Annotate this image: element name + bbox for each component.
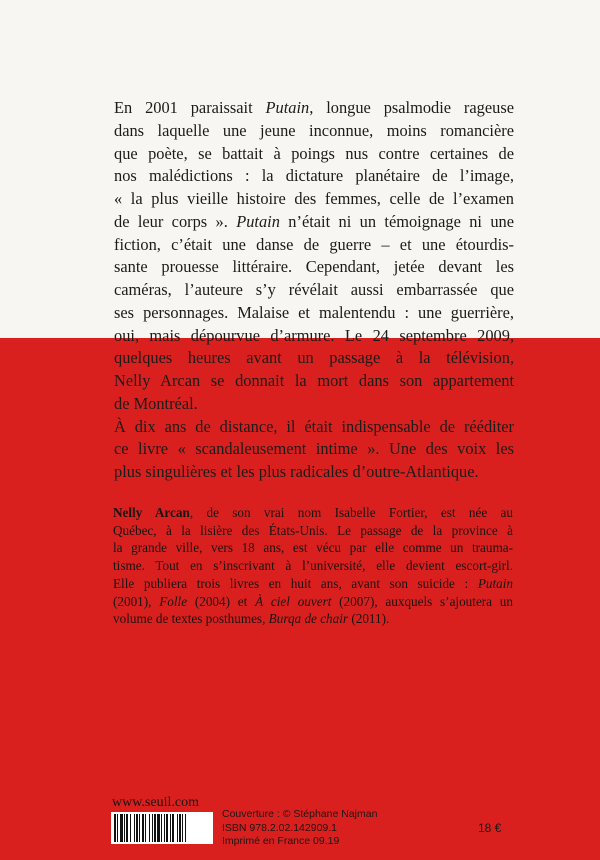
bio-line: (2001), Folle (2004) et À ciel ouvert (2007), auxquels s’ajoutera un bbox=[113, 593, 513, 609]
bio-line: la grande ville, vers 18 ans, est vécu par elle comme un trauma- bbox=[113, 540, 513, 556]
bio-line: Québec, à la lisière des États-Unis. Le passage de la province à bbox=[113, 522, 513, 538]
blurb-line: de Montréal. bbox=[114, 393, 198, 413]
blurb-line: ses personnages. Malaise et malentendu : une guerrière, bbox=[114, 302, 514, 322]
imprint-block bbox=[222, 808, 377, 849]
author-bio bbox=[113, 504, 513, 628]
blurb-line: ce livre « scandaleusement intime ». Une des voix les bbox=[114, 439, 514, 459]
blurb-line: plus singulières et les plus radicales d’outre-Atlantique. bbox=[114, 462, 479, 481]
cover-credit: Couverture : © Stéphane Najman bbox=[222, 808, 378, 820]
price: 18 € bbox=[478, 821, 502, 835]
blurb-line: que poète, se battait à poings nus contre certaines de bbox=[114, 143, 514, 163]
blurb-line: quelques heures avant un passage à la télévision, bbox=[114, 348, 514, 368]
blurb-line: « la plus vieille histoire des femmes, celle de l’examen bbox=[114, 189, 514, 208]
blurb-line: caméras, l’auteure s’y révélait aussi embarrassée que bbox=[114, 280, 514, 299]
publisher-website: www.seuil.com bbox=[112, 795, 199, 810]
blurb-line: sante prouesse littéraire. Cependant, jetée devant les bbox=[114, 257, 514, 277]
author-name: Nelly Arcan bbox=[113, 505, 190, 520]
bio-line: Elle publiera trois livres en huit ans, avant son suicide : Putain bbox=[113, 575, 513, 591]
barcode-icon bbox=[111, 812, 213, 844]
blurb-line: oui, mais dépourvue d’armure. Le 24 septembre 2009, bbox=[114, 325, 514, 345]
blurb-line: Nelly Arcan se donnait la mort dans son appartement bbox=[114, 371, 514, 390]
blurb-line: À dix ans de distance, il était indispensable de rééditer bbox=[114, 416, 514, 436]
blurb-line: de leur corps ». Putain n’était ni un témoignage ni une bbox=[114, 211, 515, 231]
blurb-text bbox=[114, 97, 514, 484]
bio-line: Nelly Arcan, de son vrai nom Isabelle Fortier, est née au bbox=[113, 505, 513, 520]
isbn: ISBN 978.2.02.142909.1 bbox=[222, 821, 338, 834]
blurb-line: nos malédictions : la dictature planétaire de l’image, bbox=[114, 166, 514, 186]
blurb-line: dans laquelle une jeune inconnue, moins romancière bbox=[114, 120, 514, 140]
blurb-line: En 2001 paraissait Putain, longue psalmodie rageuse bbox=[114, 98, 514, 117]
bio-line: volume de textes posthumes, Burqa de chair (2011). bbox=[113, 611, 390, 627]
printed-in: Imprimé en France 09.19 bbox=[222, 835, 340, 848]
blurb-line: fiction, c’était une danse de guerre – et une étourdis- bbox=[114, 234, 514, 254]
bio-line: tisme. Tout en s’inscrivant à l’université, elle devient escort-girl. bbox=[113, 558, 513, 574]
